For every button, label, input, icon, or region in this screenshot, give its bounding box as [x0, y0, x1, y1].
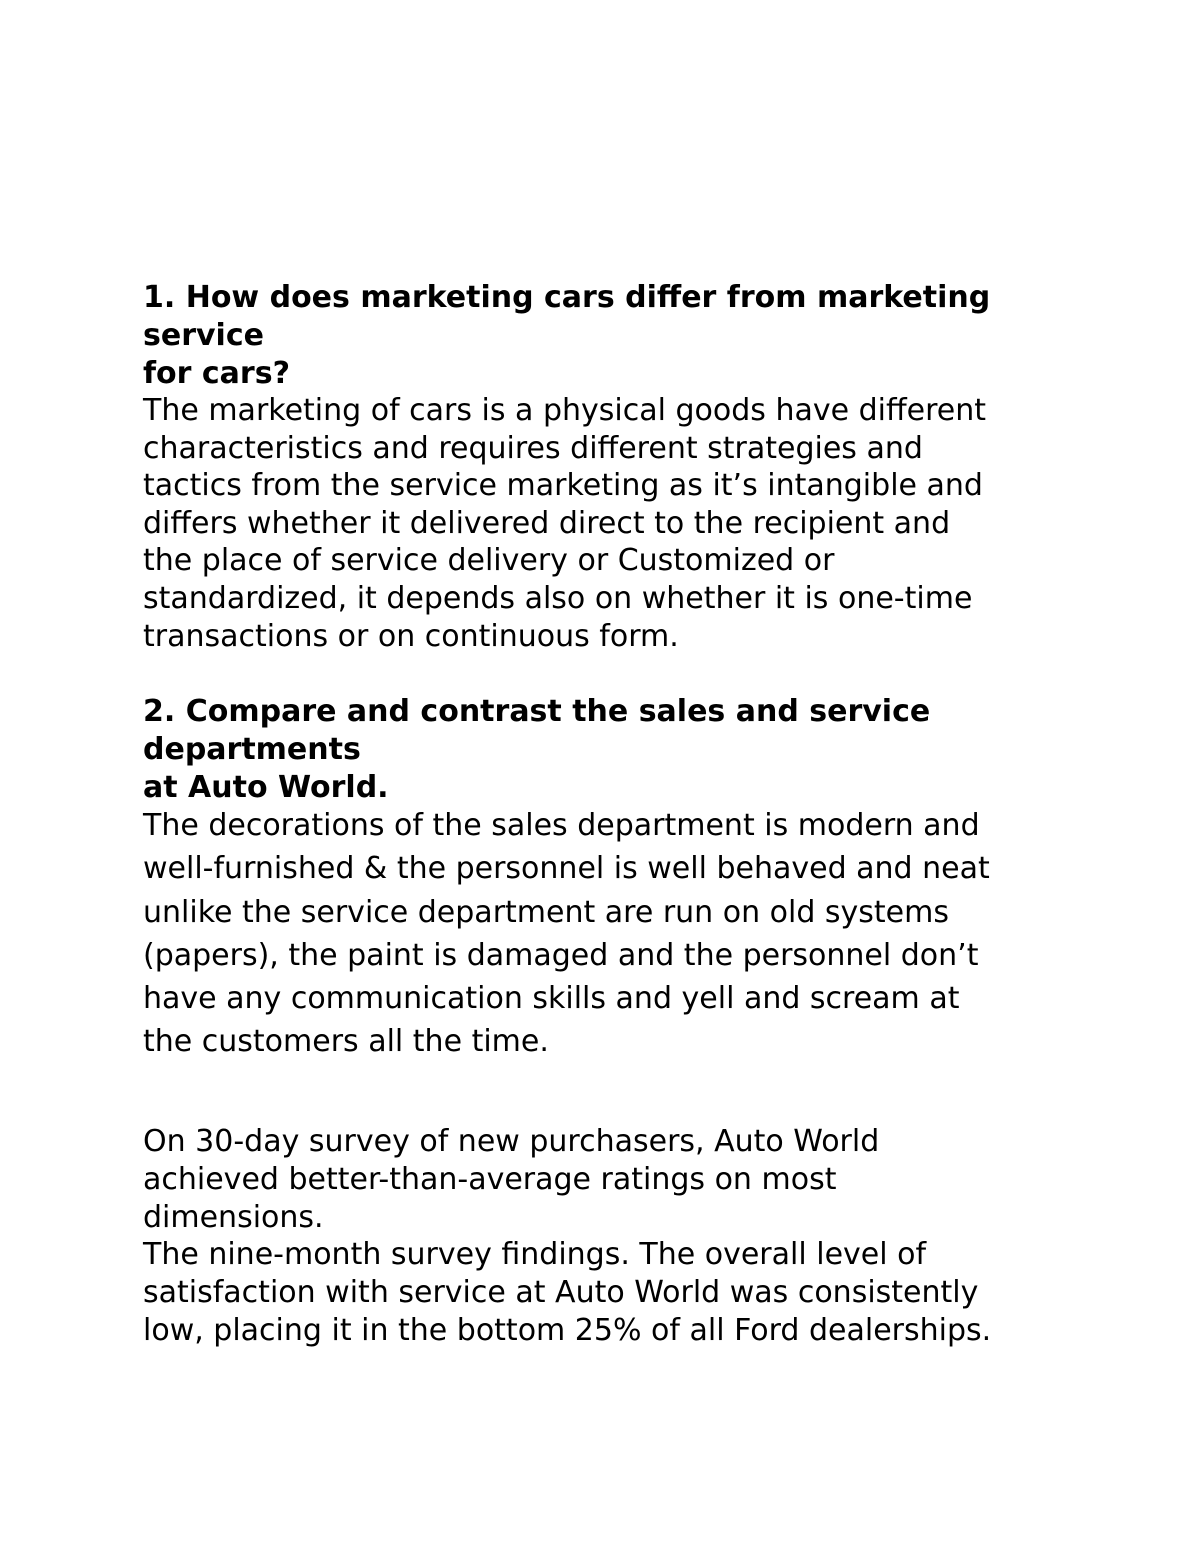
question-2-heading-line: at Auto World.	[143, 769, 389, 805]
answer-1-line: The marketing of cars is a physical goods have different	[143, 393, 987, 428]
survey-line: The nine-month survey findings. The overall level of	[143, 1237, 927, 1273]
answer-1-line: standardized, it depends also on whether it is one-time	[143, 580, 973, 616]
survey-line: low, placing it in the bottom 25% of all Ford dealerships.	[143, 1312, 992, 1348]
question-1-heading-line: for cars?	[143, 355, 290, 391]
answer-1-line: characteristics and requires different strategies and	[143, 430, 923, 466]
question-1-heading	[143, 279, 1103, 392]
question-2-heading-line: 2. Compare and contrast the sales and service	[143, 694, 931, 729]
survey-line: satisfaction with service at Auto World was consistently	[143, 1275, 979, 1311]
answer-2-line: (papers), the paint is damaged and the personnel don’t	[143, 937, 979, 973]
answer-2-line: the customers all the time.	[143, 1024, 549, 1060]
answer-1-line: tactics from the service marketing as it’s intangible and	[143, 468, 983, 504]
survey-line: achieved better-than-average ratings on most	[143, 1161, 837, 1197]
answer-1-line: transactions or on continuous form.	[143, 618, 679, 654]
answer-2-line: unlike the service department are run on old systems	[143, 894, 949, 930]
survey-line: On 30-day survey of new purchasers, Auto World	[143, 1124, 880, 1159]
survey-findings	[143, 1123, 1103, 1350]
question-2-heading-line: departments	[143, 731, 361, 767]
survey-line: dimensions.	[143, 1199, 324, 1235]
answer-2-line: The decorations of the sales department is modern and	[143, 808, 980, 843]
answer-1-line: differs whether it delivered direct to the recipient and	[143, 505, 951, 541]
question-2-answer	[143, 804, 1103, 1064]
question-1-heading-line: service	[143, 317, 264, 353]
question-1-answer	[143, 392, 1103, 655]
answer-1-line: the place of service delivery or Customized or	[143, 543, 835, 579]
question-2-heading	[143, 693, 1103, 806]
question-1-heading-line: 1. How does marketing cars differ from marketing	[143, 280, 991, 315]
answer-2-line: have any communication skills and yell and scream at	[143, 981, 960, 1017]
answer-2-line: well-furnished & the personnel is well behaved and neat	[143, 851, 990, 887]
